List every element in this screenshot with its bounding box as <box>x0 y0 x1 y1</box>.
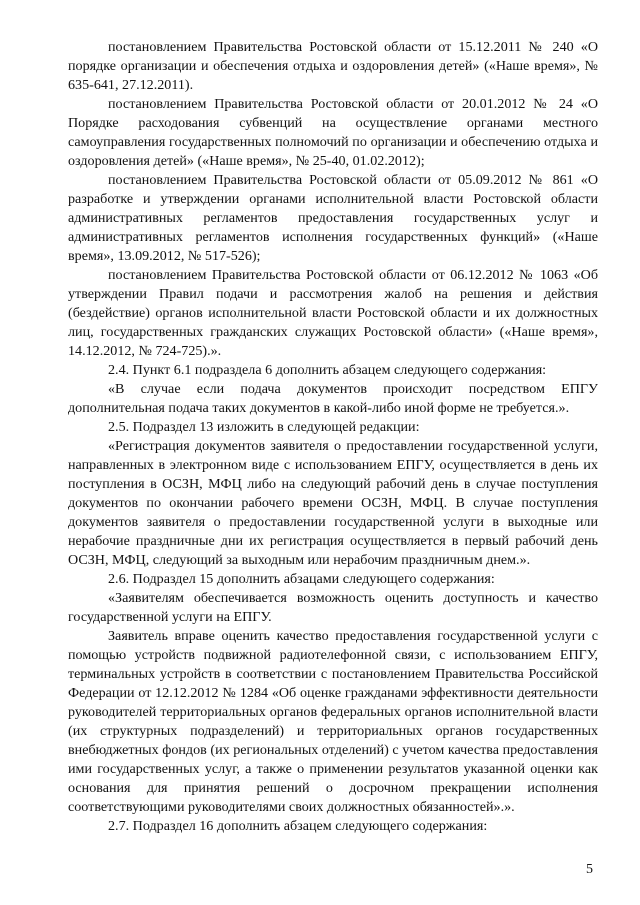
paragraph: «Заявителям обеспечивается возможность оценить доступность и качество государственной услуги на ЕПГУ. <box>68 590 598 625</box>
paragraph: постановлением Правительства Ростовской области от 15.12.2011 № 240 «О порядке организации и обеспечения отдыха и оздоровления детей» («Наше время», № 635-641, 27.12.2011). <box>68 39 598 93</box>
paragraph: постановлением Правительства Ростовской области от 06.12.2012 № 1063 «Об утверждении Правил подачи и рассмотрения жалоб на решения и действия (бездействие) органов исполнительной власти Ростовской области и их должностных лиц, государственных гражданских служащих Ростовской области» («Наше время», 14.12.2012, № 724-725).». <box>68 267 598 359</box>
paragraph: «В случае если подача документов происходит посредством ЕПГУ дополнительная подача таких документов в какой-либо иной форме не требуется.». <box>68 381 598 416</box>
paragraph: 2.7. Подраздел 16 дополнить абзацем следующего содержания: <box>108 818 488 834</box>
page-number: 5 <box>586 862 593 877</box>
paragraph: постановлением Правительства Ростовской области от 05.09.2012 № 861 «О разработке и утверждении органами исполнительной власти Ростовской области административных регламентов предоставления государственных услуг и административных регламентов исполнения государственных функций» («Наше время», 13.09.2012, № 517-526); <box>68 172 598 264</box>
paragraph: «Регистрация документов заявителя о предоставлении государственной услуги, направленных в электронном виде с использованием ЕПГУ, осуществляется в день их поступления в ОСЗН, МФЦ либо на следующий рабочий день в случае поступления документов по окончании рабочего времени ОСЗН, МФЦ. В случае поступления документов заявителя о предоставлении государственной услуги в выходные или нерабочие праздничные дни их регистрация осуществляется в первый рабочий день ОСЗН, МФЦ, следующий за выходным или нерабочим праздничным днем.». <box>68 438 598 568</box>
paragraph: 2.4. Пункт 6.1 подраздела 6 дополнить абзацем следующего содержания: <box>108 362 547 378</box>
paragraph: 2.5. Подраздел 13 изложить в следующей редакции: <box>108 419 420 435</box>
paragraph: постановлением Правительства Ростовской области от 20.01.2012 № 24 «О Порядке расходования субвенций на осуществление органами местного самоуправления государственных полномочий по организации и обеспечению отдыха и оздоровления детей» («Наше время», № 25-40, 01.02.2012); <box>68 96 598 169</box>
paragraph: 2.6. Подраздел 15 дополнить абзацами следующего содержания: <box>108 571 495 587</box>
document-body <box>68 38 598 836</box>
paragraph: Заявитель вправе оценить качество предоставления государственной услуги с помощью устройств подвижной радиотелефонной связи, с использованием ЕПГУ, терминальных устройств в соответствии с постановлением Правительства Российской Федерации от 12.12.2012 № 1284 «Об оценке гражданами эффективности деятельности руководителей территориальных органов федеральных органов исполнительной власти (их структурных подразделений) и территориальных органов государственных внебюджетных фондов (их региональных отделений) с учетом качества предоставления ими государственных услуг, а также о применении результатов указанной оценки как основания для принятия решений о досрочном прекращении исполнения соответствующими руководителями своих должностных обязанностей».». <box>68 628 598 815</box>
